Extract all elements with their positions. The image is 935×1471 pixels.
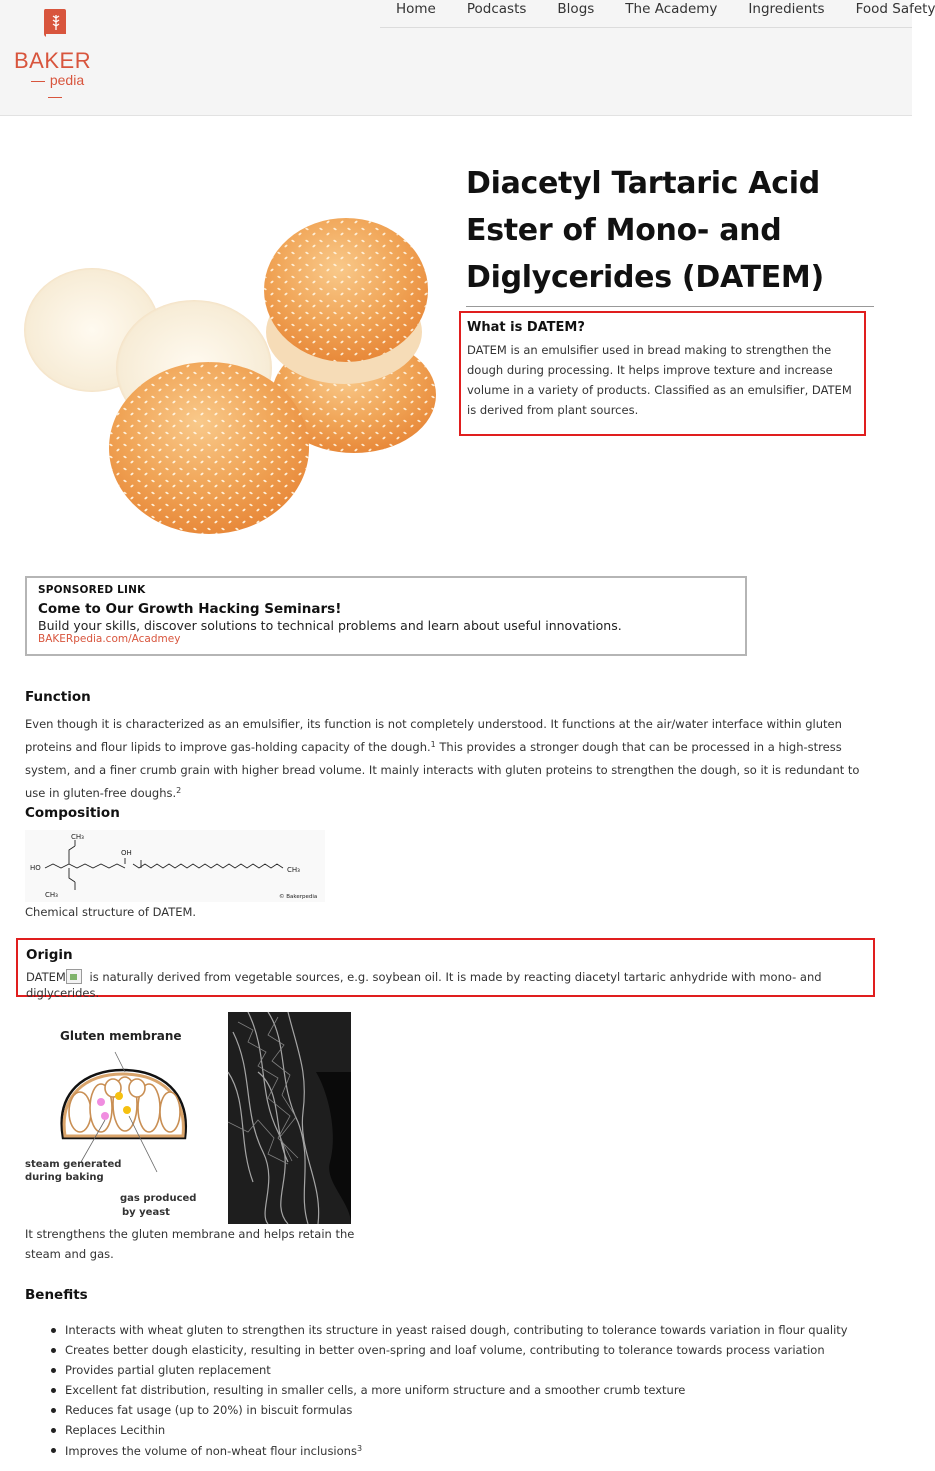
function-text-part-1: Even though it is characterized as an emulsifier, its function is not completely understood. It functions at the air/water interface within gluten proteins and flour lipids to improve gas-holding capacity of the dough.	[25, 717, 842, 754]
chem-label-oh: OH	[121, 849, 132, 857]
diagram-gas-label-2: by yeast	[122, 1207, 170, 1218]
what-is-datem-box	[459, 311, 866, 436]
gluten-membrane-diagram	[25, 1012, 225, 1224]
origin-heading: Origin	[26, 947, 73, 963]
chem-label-ho: HO	[30, 864, 41, 872]
composition-caption: Chemical structure of DATEM.	[25, 905, 197, 919]
nav-podcasts[interactable]: Podcasts	[466, 1, 527, 17]
benefit-item: Creates better dough elasticity, resulting in better oven-spring and loaf volume, contributing to tolerance towards process variation	[65, 1340, 848, 1360]
logo-text-baker: BAKER	[14, 48, 92, 73]
chem-label-ch3-top: CH₃	[71, 833, 84, 841]
broken-image-icon	[66, 969, 82, 984]
sponsored-link-box[interactable]	[25, 576, 747, 656]
site-header	[0, 0, 935, 116]
chemical-structure-image	[25, 830, 325, 902]
gluten-micrograph-image	[228, 1012, 351, 1224]
benefit-item-last	[65, 1440, 848, 1463]
benefit-item: Reduces fat usage (up to 20%) in biscuit formulas	[65, 1400, 848, 1420]
function-text	[25, 713, 875, 805]
sponsored-text: Build your skills, discover solutions to technical problems and learn about useful innovations.	[38, 618, 622, 633]
what-is-text: DATEM is an emulsifier used in bread making to strengthen the dough during processing. It helps improve texture and increase volume in a variety of products. Classified as an emulsifier, DATEM is derived from plant sources.	[467, 343, 852, 417]
benefit-item: Provides partial gluten replacement	[65, 1360, 848, 1380]
footnote-3[interactable]: 3	[356, 1444, 363, 1453]
diagram-steam-label-2: during baking	[25, 1172, 104, 1183]
origin-box	[16, 938, 875, 1000]
sponsored-url[interactable]: BAKERpedia.com/Acadmey	[38, 633, 181, 645]
benefit-item: Interacts with wheat gluten to strengthen its structure in yeast raised dough, contributing to tolerance towards variation in flour quality	[65, 1320, 848, 1340]
book-wheat-icon	[42, 8, 68, 40]
sponsored-title[interactable]: Come to Our Growth Hacking Seminars!	[38, 601, 342, 617]
sponsored-label: SPONSORED LINK	[38, 584, 146, 596]
nav-home[interactable]: Home	[396, 1, 436, 17]
benefit-item: Excellent fat distribution, resulting in smaller cells, a more uniform structure and a smoother crumb texture	[65, 1380, 848, 1400]
main-nav	[380, 0, 935, 28]
benefits-list	[65, 1320, 848, 1463]
nav-blogs[interactable]: Blogs	[557, 1, 595, 17]
function-heading: Function	[25, 689, 91, 705]
benefits-heading: Benefits	[25, 1287, 88, 1303]
hero-buns-image	[24, 190, 426, 540]
chem-watermark: © Bakerpedia	[279, 894, 318, 900]
function-text-part-2: This provides a stronger dough that can be processed in a high-stress system, and a finer crumb grain with higher bread volume. It mainly interacts with gluten proteins to strengthen the dough, so it is redundant to use in gluten-free doughs.	[25, 740, 860, 800]
nav-the-academy[interactable]: The Academy	[625, 1, 718, 17]
what-is-heading: What is DATEM?	[467, 320, 585, 335]
diagram-caption: It strengthens the gluten membrane and helps retain the steam and gas.	[25, 1227, 355, 1261]
origin-text-rest: is naturally derived from vegetable sources, e.g. soybean oil. It is made by reacting diacetyl tartaric anhydride with mono- and diglycerides.	[26, 970, 822, 1000]
chem-label-ch3-right: CH₃	[287, 866, 300, 874]
bakerpedia-logo[interactable]	[14, 8, 98, 88]
nav-ingredients[interactable]: Ingredients	[748, 1, 825, 17]
diagram-steam-label-1: steam generated	[25, 1159, 122, 1170]
composition-heading: Composition	[25, 805, 120, 821]
nav-food-safety[interactable]: Food Safety	[855, 1, 935, 17]
footnote-1[interactable]: 1	[430, 740, 436, 749]
title-divider	[466, 306, 874, 307]
diagram-gas-label-1: gas produced	[120, 1193, 197, 1204]
page-title: Diacetyl Tartaric Acid Ester of Mono- and Diglycerides (DATEM)	[466, 166, 824, 295]
footnote-2[interactable]: 2	[176, 786, 182, 795]
origin-text	[26, 969, 865, 1001]
diagram-title: Gluten membrane	[60, 1029, 182, 1043]
benefit-item-text: Improves the volume of non-wheat flour inclusions	[65, 1444, 357, 1458]
origin-text-start: DATEM	[26, 970, 66, 984]
benefit-item: Replaces Lecithin	[65, 1420, 848, 1440]
chem-label-ch3-bottom: CH₃	[45, 891, 58, 899]
logo-text-pedia: pedia	[14, 72, 96, 104]
